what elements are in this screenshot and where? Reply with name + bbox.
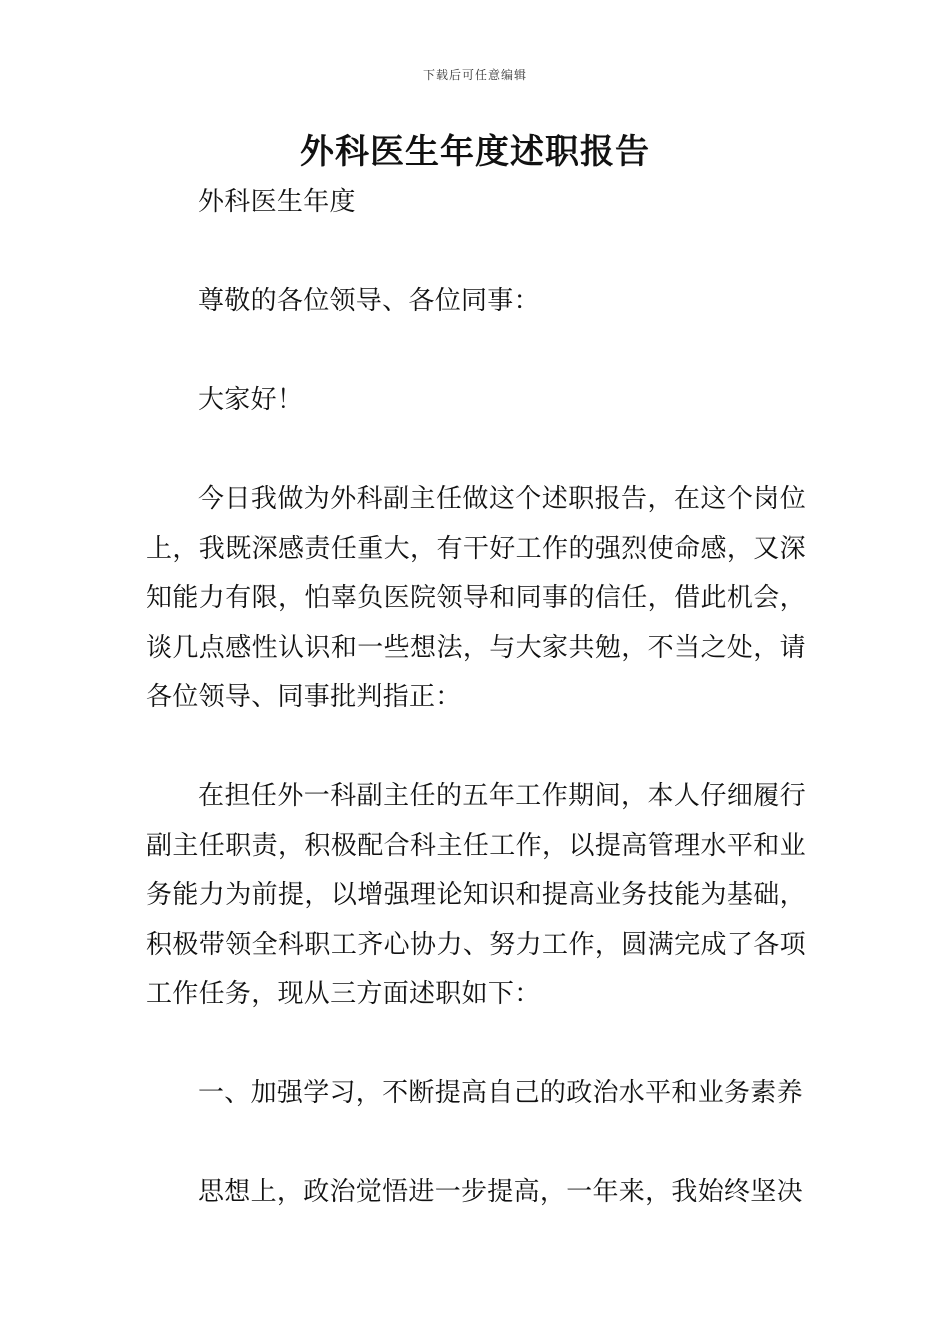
paragraph-greeting: 大家好！ <box>198 385 304 415</box>
document-body <box>146 178 806 1218</box>
section-heading-1: 一、加强学习，不断提高自己的政治水平和业务素养 <box>198 1078 803 1108</box>
paragraph-salutation: 尊敬的各位领导、各位同事： <box>198 286 540 316</box>
page-header-note: 下载后可任意编辑 <box>422 68 527 82</box>
paragraph-section-1: 思想上，政治觉悟进一步提高，一年来，我始终坚决 <box>198 1177 803 1207</box>
document-title: 外科医生年度述职报告 <box>300 132 650 172</box>
paragraph-intro: 今日我做为外科副主任做这个述职报告，在这个岗位上，我既深感责任重大，有干好工作的强烈使命感，又深知能力有限，怕辜负医院领导和同事的信任，借此机会，谈几点感性认识和一些想法，与大家共勉，不当之处，请各位领导、同事批判指正： <box>146 484 806 712</box>
paragraph-subtitle: 外科医生年度 <box>198 187 356 217</box>
paragraph-overview: 在担任外一科副主任的五年工作期间，本人仔细履行副主任职责，积极配合科主任工作，以提高管理水平和业务能力为前提，以增强理论知识和提高业务技能为基础，积极带领全科职工齐心协力、努力工作，圆满完成了各项工作任务，现从三方面述职如下： <box>146 781 806 1009</box>
